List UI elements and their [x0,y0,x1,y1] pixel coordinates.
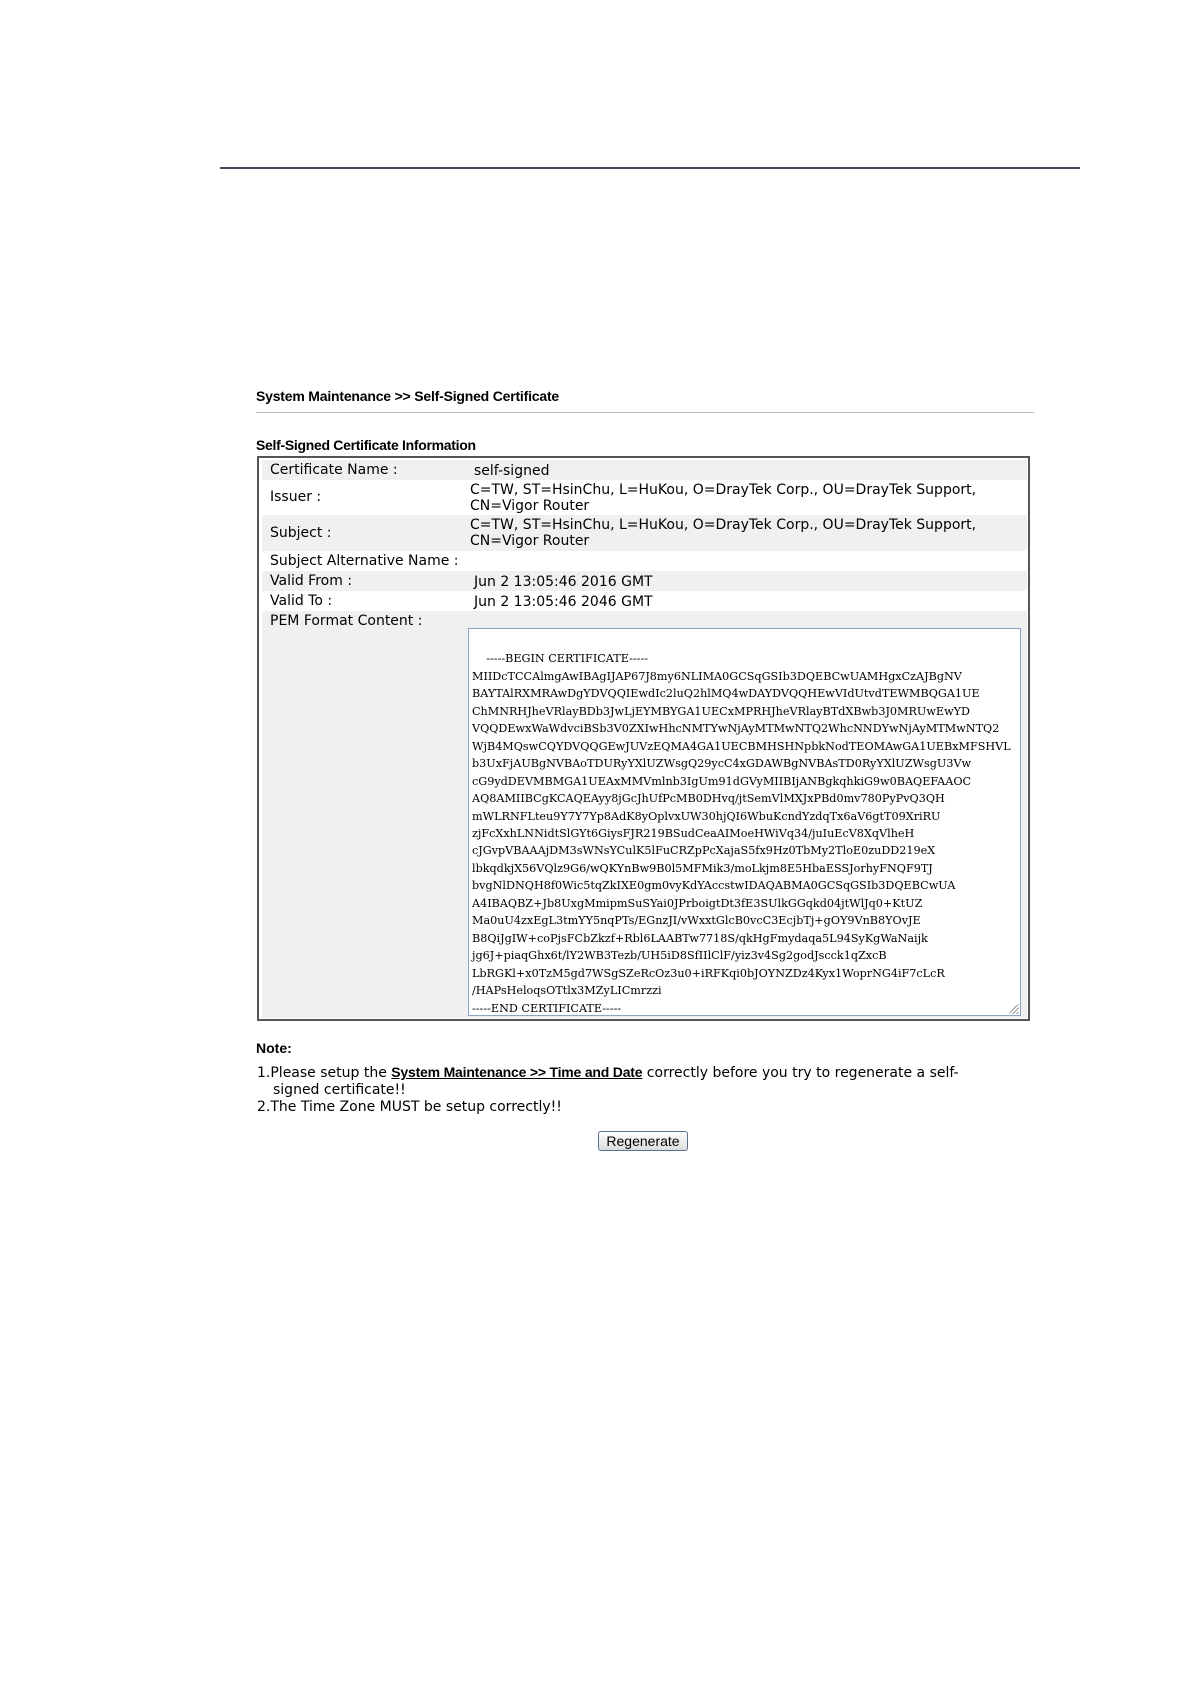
pem-content-textarea[interactable] [468,628,1021,1016]
certificate-info-panel [257,456,1030,1021]
san-row [262,551,1027,571]
certificate-name-row [262,460,1027,480]
valid-to-row [262,591,1027,611]
pem-label: PEM Format Content : [270,613,423,629]
note-line-1-prefix: 1.Please setup the [257,1065,392,1081]
subject-row [262,515,1027,551]
note-line-2: 2.The Time Zone MUST be setup correctly!! [257,1099,562,1115]
title-divider [256,412,1034,413]
valid-from-value: Jun 2 13:05:46 2016 GMT [474,574,653,590]
section-title: Self-Signed Certificate Information [256,437,476,453]
time-and-date-link[interactable]: System Maintenance >> Time and Date [391,1064,643,1080]
subject-label: Subject : [270,525,332,541]
note-title: Note: [256,1040,292,1056]
subject-line-2: CN=Vigor Router [470,533,590,549]
issuer-line-2: CN=Vigor Router [470,498,590,514]
regenerate-button[interactable]: Regenerate [598,1131,688,1151]
page-title: System Maintenance >> Self-Signed Certificate [256,388,559,404]
issuer-line-1: C=TW, ST=HsinChu, L=HuKou, O=DrayTek Corp., OU=DrayTek Support, [470,482,977,498]
certificate-name-label: Certificate Name : [270,462,398,478]
valid-from-label: Valid From : [270,573,353,589]
certificate-name-value: self-signed [474,463,550,479]
note-line-1-continued: signed certificate!! [273,1082,406,1098]
top-divider [220,167,1080,169]
valid-from-row [262,571,1027,591]
note-line-1-suffix: correctly before you try to regenerate a self- [642,1065,959,1081]
issuer-row [262,480,1027,515]
subject-line-1: C=TW, ST=HsinChu, L=HuKou, O=DrayTek Corp., OU=DrayTek Support, [470,517,977,533]
valid-to-value: Jun 2 13:05:46 2046 GMT [474,594,653,610]
issuer-label: Issuer : [270,489,322,505]
resize-grip-icon[interactable] [1009,1004,1019,1014]
san-label: Subject Alternative Name : [270,553,459,569]
pem-content-text: -----BEGIN CERTIFICATE----- MIIDcTCCAlmgAwIBAgIJAP67J8my6NLIMA0GCSqGSIb3DQEBCwUAMHgxCzAJBgNV BAYTAlRXMRAwDgYDVQQIEwdIc2luQ2hlMQ4wDAYDVQQHEwVIdUtvdTEWMBQGA1UE ChMNRHJheVRlayBDb3JwLjEYMBYGA1UECxMPRHJheVRlayBTdXBwb3J0MRUwEwYD VQQDEwxWaWdvciBSb3V0ZXIwHhcNMTYwNjAyMTMwNTQ2WhcNNDYwNjAyMTMwNTQ2 WjB4MQswCQYDVQQGEwJUVzEQMA4GA1UECBMHSHNpbkNodTEOMAwGA1UEBxMFSHVL b3UxFjAUBgNVBAoTDURyYXlUZWsgQ29ycC4xGDAWBgNVBAsTD0RyYXlUZWsgU3Vw cG9ydDEVMBMGA1UEAxMMVmlnb3IgUm91dGVyMIIBIjANBgkqhkiG9w0BAQEFAAOC AQ8AMIIBCgKCAQEAyy8jGcJhUfPcMB0DHvq/jtSemVlMXJxPBd0mv780PyPvQ3QH mWLRNFLteu9Y7Y7Yp8AdK8yOplvxUW30hjQI6WbuKcndYzdqTx6aV6gtT09XriRU zjFcXxhLNNidtSlGYt6GiysFJR219BSudCeaAIMoeHWiVq34/juIuEcV8XqVlheH cJGvpVBAAAjDM3sWNsYCulK5lFuCRZpPcXajaS5fx9Hz0TbMy2TloE0zuDD219eX lbkqdkjX56VQlz9G6/wQKYnBw9B0l5MFMik3/moLkjm8E5HbaESSJorhyFNQF9TJ bvgNlDNQH8f0Wic5tqZkIXE0gm0vyKdYAccstwIDAQABMA0GCSqGSIb3DQEBCwUA A4IBAQBZ+Jb8UxgMmipmSuSYai0JPrboigtDt3fE3SUlkGGqkd04jtWlJq0+KtUZ Ma0uU4zxEgL3tmYY5nqPTs/EGnzJI/vWxxtGlcB0vcC3EcjbTj+gOY9VnB8YOvJE B8QiJgIW+coPjsFCbZkzf+Rbl6LAABTw7718S/qkHgFmydaqa5L94SyKgWaNaijk jg6J+piaqGhx6t/lY2WB3Tezb/UH5iD8SfIIlClF/yiz3v4Sg2godJscck1qZxcB LbRGKl+x0TzM5gd7WSgSZeRcOz3u0+iRFKqi0bJOYNZDz4Kyx1WoprNG4iF7cLcR /HAPsHeloqsOTtlx3MZyLICmrzzi -----END CERTIFICATE----- [472,652,1011,1015]
note-line-1 [257,1064,959,1081]
valid-to-label: Valid To : [270,593,333,609]
